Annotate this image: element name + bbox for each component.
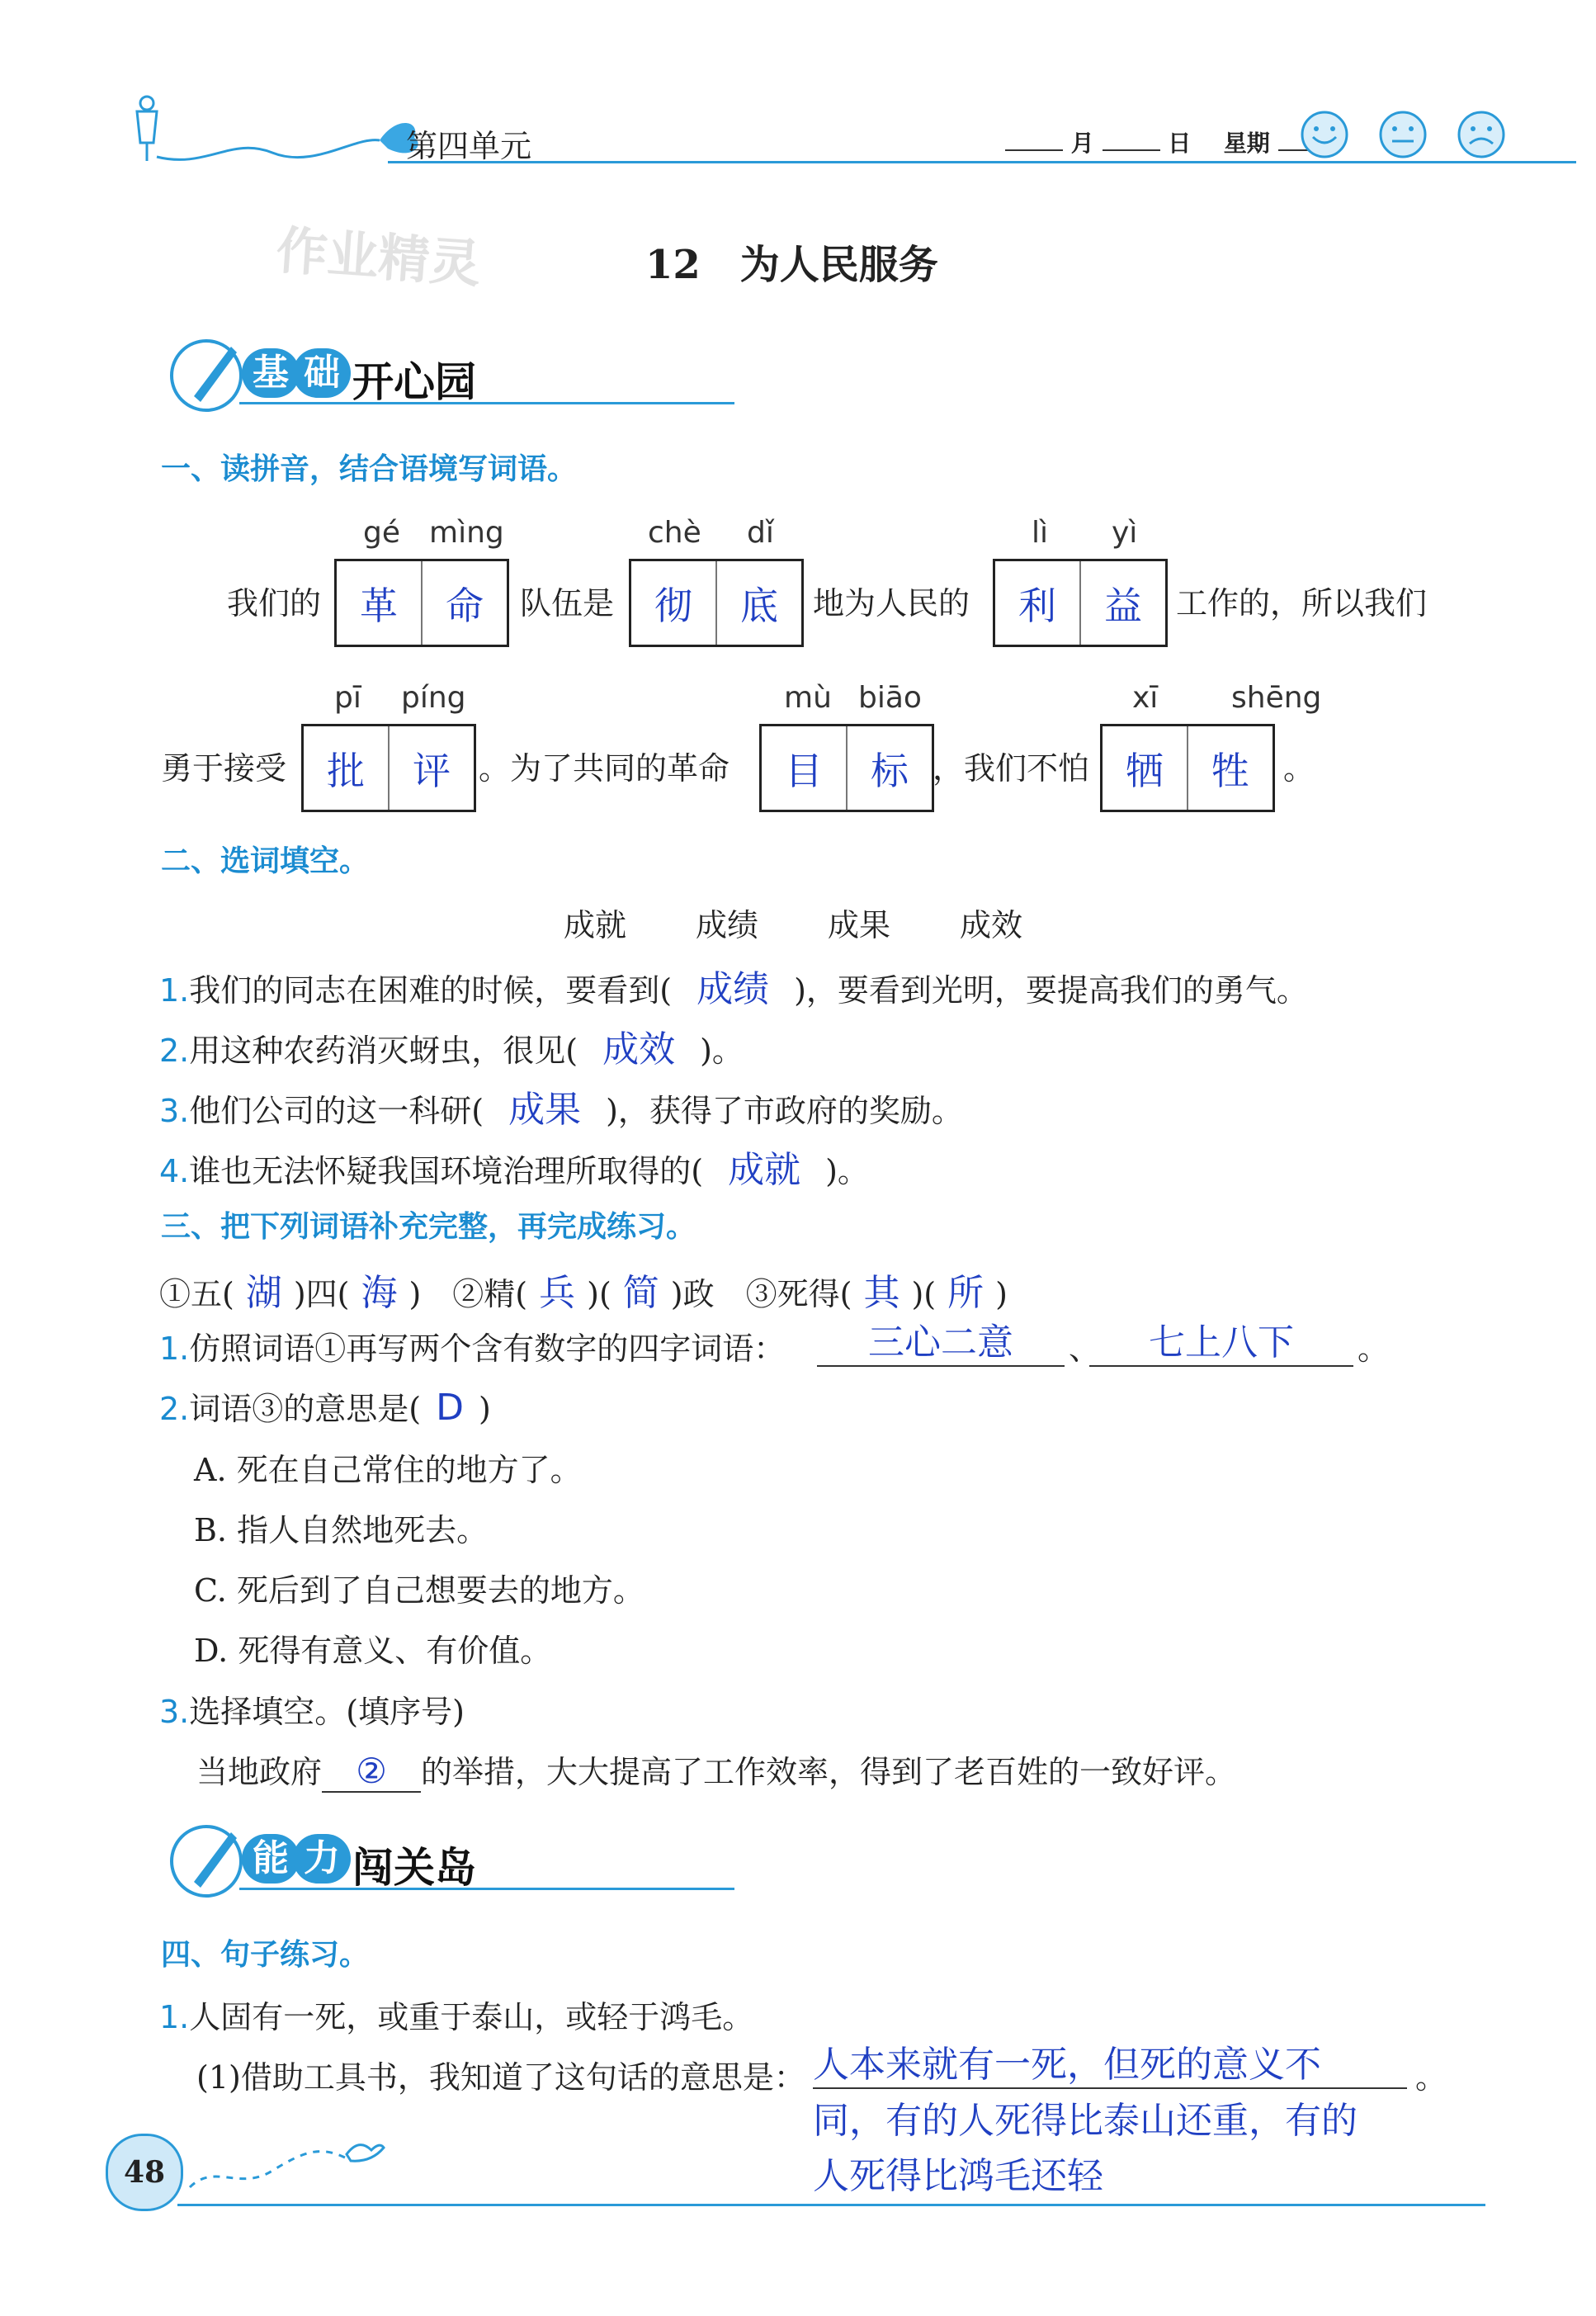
pinyin: dǐ <box>747 516 774 550</box>
item-text: )。 <box>700 1033 744 1069</box>
bird-icon <box>347 2145 384 2162</box>
pinyin: mù <box>784 681 832 715</box>
item-text: )，获得了市政府的奖励。 <box>606 1093 963 1129</box>
q2-item-1 <box>159 959 1308 1012</box>
q1-text: 。为了共同的革命 <box>479 750 730 787</box>
answer-char: 彻 <box>654 583 692 628</box>
answer-char: 命 <box>421 561 507 645</box>
choice: D. 死得有意义、有价值。 <box>194 1633 552 1669</box>
item-text: 词语③的意思是( <box>189 1391 422 1427</box>
word-answer: 所 <box>947 1272 985 1314</box>
item-text: )。 <box>825 1153 869 1189</box>
q2-option: 成效 <box>960 907 1023 943</box>
header-decoration <box>107 78 437 169</box>
word-text: ) ②精( <box>408 1276 528 1312</box>
item-number: 3. <box>159 1093 190 1129</box>
date-field <box>1005 125 1336 158</box>
badge-chu: 础 <box>293 348 351 398</box>
mood-faces <box>1300 106 1514 163</box>
item-text: ) <box>478 1391 491 1427</box>
q2-item-4 <box>159 1140 869 1193</box>
word-text: )( <box>911 1276 937 1312</box>
pinyin: yì <box>1112 516 1138 550</box>
q3-sub1 <box>159 1323 785 1368</box>
choice: B. 指人自然地死去。 <box>194 1512 489 1548</box>
lesson-title: 12 为人民服务 <box>645 242 938 288</box>
pinyin: mìng <box>429 516 504 550</box>
q2-option: 成就 <box>564 907 627 943</box>
answer-line: 人死得比鸿毛还轻 <box>813 2155 1103 2197</box>
q1-text: ，我们不怕 <box>933 750 1090 787</box>
footer-rule <box>177 2204 1485 2206</box>
answer-box <box>993 559 1168 647</box>
item-answer: 成就 <box>728 1149 801 1191</box>
item-text: 的举措，大大提高了工作效率，得到了老百姓的一致好评。 <box>421 1754 1237 1790</box>
footer-decoration <box>182 2113 396 2204</box>
item-number: 1. <box>159 972 190 1009</box>
item-number: 2. <box>159 1033 190 1069</box>
q1-heading: 一、读拼音，结合语境写词语。 <box>161 452 578 486</box>
q1-text: 地为人民的 <box>813 585 970 622</box>
pinyin: shēng <box>1231 681 1322 715</box>
word-answer: 其 <box>863 1272 900 1314</box>
section-title-ability: 闯关岛 <box>352 1844 476 1892</box>
item-text: 仿照词语①再写两个含有数字的四字词语： <box>189 1331 786 1367</box>
q4-item1 <box>159 1992 753 2037</box>
item-text: 当地政府 <box>196 1754 323 1790</box>
answer-char: 底 <box>715 561 801 645</box>
section-banner-basic <box>161 334 739 409</box>
q4-item1-1: (1)借助工具书，我知道了这句话的意思是： <box>196 2059 805 2096</box>
item-text: 选择填空。(填序号) <box>189 1694 465 1730</box>
item-answer: ② <box>322 1751 421 1793</box>
section-rule <box>239 402 734 404</box>
q3-sub3 <box>159 1686 465 1732</box>
answer-char: 牲 <box>1187 726 1273 810</box>
separator: 、 <box>1069 1331 1101 1367</box>
pinyin: píng <box>401 681 466 715</box>
badge-neng: 能 <box>242 1834 300 1884</box>
page-number: 48 <box>123 2155 166 2190</box>
q1-text: 勇于接受 <box>161 750 287 787</box>
answer-box <box>629 559 804 647</box>
answer-char: 评 <box>388 726 474 810</box>
answer-line: 人本来就有一死，但死的意义不 <box>813 2035 1407 2089</box>
section-title-basic: 开心园 <box>352 358 476 406</box>
item-text: 他们公司的这一科研( <box>189 1093 484 1129</box>
q2-option: 成绩 <box>696 907 759 943</box>
item-number: 3. <box>159 1694 190 1730</box>
q2-option: 成果 <box>828 907 891 943</box>
section-rule <box>239 1888 734 1890</box>
pinyin: chè <box>648 516 701 550</box>
page-number-circle <box>106 2134 183 2211</box>
badge-li: 力 <box>293 1834 351 1884</box>
happy-face-icon <box>1302 112 1347 157</box>
item-text: 我们的同志在困难的时候，要看到( <box>189 972 673 1009</box>
item-text: 用这种农药消灭蚜虫，很见( <box>189 1033 578 1069</box>
word-text: )( <box>587 1276 611 1312</box>
q3-sub3-line <box>196 1746 1236 1793</box>
q3-words-line <box>159 1263 1008 1316</box>
q1-text: 工作的，所以我们 <box>1176 585 1428 622</box>
answer-char: 目 <box>785 748 823 793</box>
q2-item-2 <box>159 1019 744 1072</box>
answer-char: 牺 <box>1126 748 1164 793</box>
q3-heading: 三、把下列词语补充完整，再完成练习。 <box>161 1210 696 1244</box>
answer-char: 益 <box>1079 561 1165 645</box>
answer-line: 七上八下 <box>1089 1312 1353 1367</box>
item-text: 人固有一死，或重于泰山，或轻于鸿毛。 <box>189 1999 754 2035</box>
sad-face-icon <box>1459 112 1504 157</box>
answer-char: 利 <box>1018 583 1056 628</box>
pinyin: lì <box>1032 516 1049 550</box>
brush-icon <box>161 334 252 413</box>
word-answer: 湖 <box>245 1272 282 1314</box>
header-rule <box>388 161 1576 163</box>
day-label: 日 <box>1168 130 1192 157</box>
end-mark: 。 <box>1358 1331 1390 1367</box>
neutral-face-icon <box>1381 112 1425 157</box>
word-text: )政 ③死得( <box>670 1276 852 1312</box>
watermark: 作业精灵 <box>274 220 483 295</box>
word-answer: 兵 <box>539 1272 576 1314</box>
choice: C. 死后到了自己想要去的地方。 <box>194 1572 645 1609</box>
q1-text: 队伍是 <box>520 585 615 622</box>
item-answer: 成效 <box>602 1028 676 1071</box>
answer-char: 革 <box>360 583 398 628</box>
section-banner-ability <box>161 1820 739 1894</box>
answer-box <box>334 559 509 647</box>
answer-box <box>1100 724 1275 812</box>
choice: A. 死在自己常住的地方了。 <box>194 1452 582 1488</box>
word-text: )四( <box>293 1276 350 1312</box>
q4-heading: 四、句子练习。 <box>161 1938 370 1972</box>
unit-title: 第四单元 <box>406 128 532 164</box>
item-number: 1. <box>159 1999 190 2035</box>
lamp-icon <box>137 97 157 161</box>
item-number: 1. <box>159 1331 190 1367</box>
item-number: 2. <box>159 1391 190 1427</box>
q2-heading: 二、选词填空。 <box>161 844 370 878</box>
answer-box <box>759 724 934 812</box>
q2-item-3 <box>159 1080 963 1132</box>
item-text: )，要看到光明，要提高我们的勇气。 <box>794 972 1308 1009</box>
end-mark: 。 <box>1415 2059 1447 2096</box>
item-answer: 成果 <box>508 1089 582 1131</box>
q1-text: 。 <box>1283 750 1315 787</box>
answer-char: 标 <box>846 726 932 810</box>
pinyin: gé <box>363 516 400 550</box>
pinyin: biāo <box>858 681 922 715</box>
q3-sub2 <box>159 1383 491 1429</box>
answer-char: 批 <box>327 748 365 793</box>
pinyin: pī <box>334 681 361 715</box>
word-answer: 简 <box>622 1272 659 1314</box>
badge-ji: 基 <box>242 348 300 398</box>
item-text: 谁也无法怀疑我国环境治理所取得的( <box>189 1153 704 1189</box>
item-answer: 成绩 <box>696 968 770 1010</box>
q1-text: 我们的 <box>227 585 322 622</box>
brush-icon <box>161 1820 252 1898</box>
answer-line: 同，有的人死得比泰山还重，有的 <box>813 2100 1358 2142</box>
word-text: ①五( <box>159 1276 234 1312</box>
word-text: ) <box>995 1276 1008 1312</box>
month-label: 月 <box>1070 130 1094 157</box>
pinyin: xī <box>1132 681 1159 715</box>
answer-line: 三心二意 <box>817 1312 1065 1367</box>
item-answer: D <box>436 1387 464 1429</box>
word-answer: 海 <box>361 1272 398 1314</box>
weekday-label: 星期 <box>1223 130 1270 157</box>
item-number: 4. <box>159 1153 190 1189</box>
answer-box <box>301 724 476 812</box>
